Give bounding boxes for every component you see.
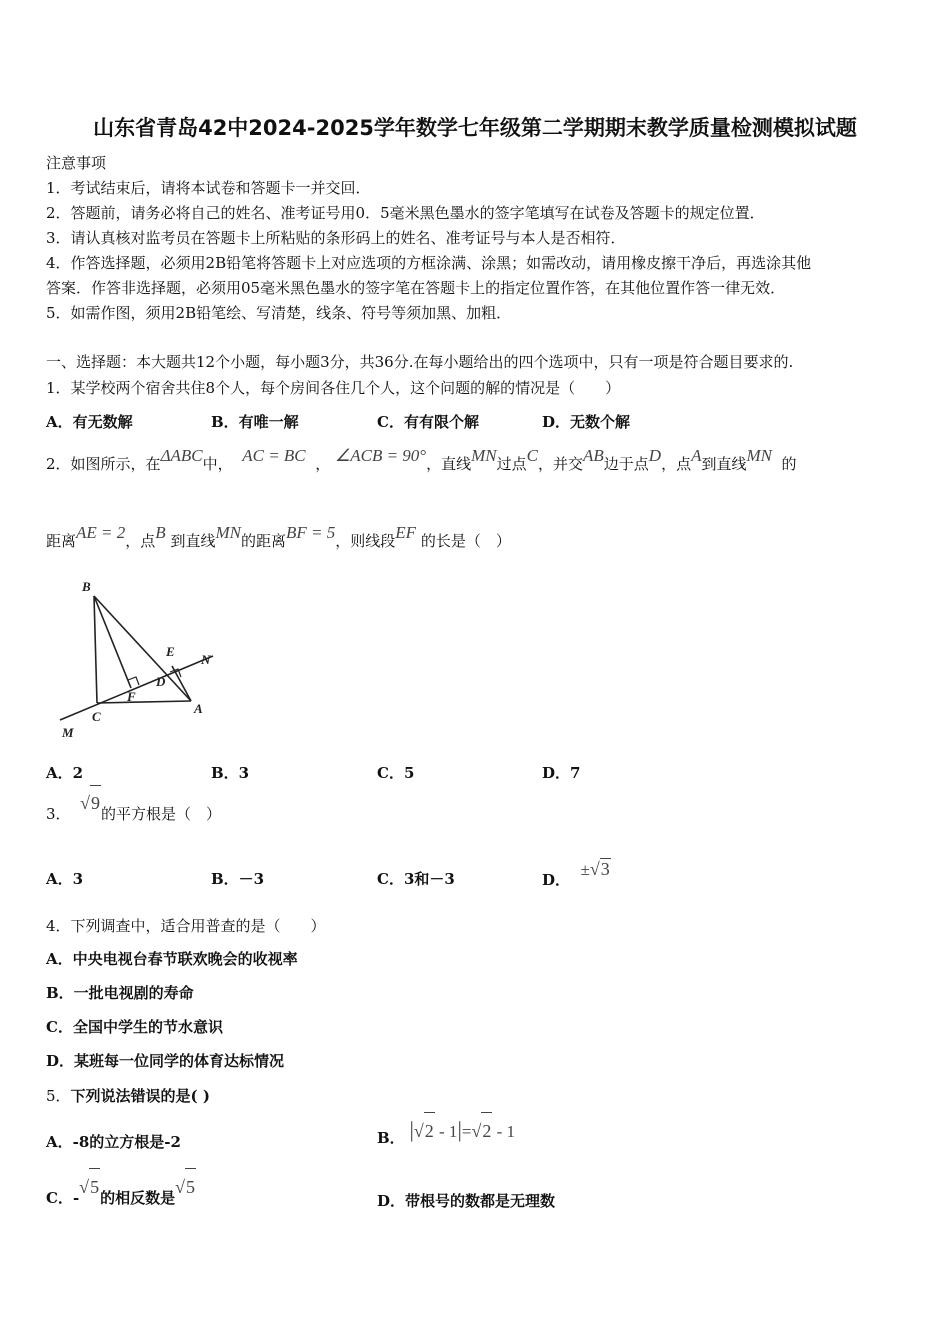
question-number: 5． — [46, 1087, 71, 1105]
question-3 — [46, 795, 221, 831]
label-b: B — [82, 579, 91, 594]
q1-option-a[interactable]: A．有无数解 — [46, 413, 133, 431]
q4-option-a[interactable]: A．中央电视台春节联欢晚会的收视率 — [46, 950, 298, 968]
segment-bf — [94, 596, 131, 688]
q2-text: ，点 — [125, 532, 156, 550]
q2-text: 的距离 — [240, 532, 286, 550]
label-d: D — [156, 674, 166, 689]
q2-math: ∠ACB = 90° — [334, 446, 427, 465]
q2-text: 到直线 — [170, 532, 216, 550]
notes-heading: 注意事项 — [46, 154, 107, 172]
question-number: 4． — [46, 917, 71, 935]
q2-math: MN — [215, 523, 241, 542]
q2-math: ΔABC — [160, 446, 203, 465]
notes-item: 4．作答选择题，必须用2B铅笔将答题卡上对应选项的方框涂满、涂黑；如需改动，请用橡皮擦干净后，再选涂其他 — [46, 254, 812, 272]
q3-option-b[interactable]: B．－3 — [211, 870, 265, 888]
q3-option-c[interactable]: C．3和－3 — [377, 870, 455, 888]
q4-option-b[interactable]: B．一批电视剧的寿命 — [46, 984, 194, 1002]
q2-math: B — [155, 523, 166, 542]
q2-math: AB — [583, 446, 604, 465]
question-5 — [46, 1085, 210, 1106]
q2-text: ，点 — [661, 455, 692, 473]
section-heading: 一、选择题：本大题共12个小题，每小题3分，共36分.在每小题给出的四个选项中，只有一项是符合题目要求的. — [46, 353, 794, 371]
line-mn — [60, 656, 213, 720]
q2-text: 过点 — [496, 455, 527, 473]
q2-math: D — [648, 446, 662, 465]
q2-text: 的长是（ ） — [420, 532, 511, 550]
q2-option-b[interactable]: B．3 — [211, 764, 250, 782]
q4-option-d[interactable]: D．某班每一位同学的体育达标情况 — [46, 1052, 285, 1070]
q5-option-c[interactable]: C．-√5的相反数是√5 — [46, 1178, 196, 1216]
q2-option-a[interactable]: A．2 — [46, 764, 84, 782]
label-f: F — [127, 689, 136, 704]
question-4 — [46, 915, 326, 936]
label-m: M — [62, 725, 74, 740]
q1-option-d[interactable]: D．无数个解 — [542, 413, 631, 431]
notes-item: 5．如需作图，须用2B铅笔绘、写清楚，线条、符号等须加黑、加粗． — [46, 304, 512, 322]
q2-text: 距离 — [46, 532, 77, 550]
question-stem: 某学校两个宿舍共住8个人，每个房间各住几个人，这个问题的解的情况是（ ） — [70, 379, 621, 397]
q2-math: C — [526, 446, 538, 465]
q2-math: EF — [395, 523, 417, 542]
q2-text: 中， — [202, 455, 233, 473]
sqrt-9: √9 — [80, 795, 101, 813]
notes-item: 2．答题前，请务必将自己的姓名、准考证号用0．5毫米黑色墨水的签字笔填写在试卷及答题卡的规定位置． — [46, 204, 765, 222]
notes-item: 答案．作答非选择题，必须用05毫米黑色墨水的签字笔在答题卡上的指定位置作答，在其他位置作答一律无效． — [46, 279, 786, 297]
question-2-line-2 — [46, 523, 511, 556]
label-e: E — [166, 644, 175, 659]
question-number: 1． — [46, 379, 71, 397]
question-stem: 下列调查中，适合用普查的是（ ） — [70, 917, 326, 935]
page-title: 山东省青岛42中2024-2025学年数学七年级第二学期期末教学质量检测模拟试题 — [93, 116, 857, 140]
q2-text: 如图所示，在 — [70, 455, 161, 473]
q2-option-d[interactable]: D．7 — [542, 764, 581, 782]
segment-ca — [97, 701, 191, 703]
question-stem: 的平方根是（ ） — [100, 805, 221, 823]
q2-text: 的 — [781, 455, 797, 473]
question-stem: 下列说法错误的是( ) — [70, 1087, 210, 1105]
q1-option-b[interactable]: B．有唯一解 — [211, 413, 299, 431]
q2-math: AE = 2 — [76, 523, 126, 542]
notes-item: 3．请认真核对监考员在答题卡上所粘贴的条形码上的姓名、准考证号与本人是否相符． — [46, 229, 626, 247]
label-n: N — [201, 652, 211, 667]
q5-option-a[interactable]: A．-8的立方根是-2 — [46, 1133, 181, 1151]
q4-option-c[interactable]: C．全国中学生的节水意识 — [46, 1018, 223, 1036]
segment-bc — [94, 596, 97, 703]
question-2-line-1 — [46, 446, 797, 479]
question-number: 3． — [46, 805, 71, 823]
q2-text: ，并交 — [537, 455, 583, 473]
q5-option-b[interactable]: B． |√2 - 1|=√2 - 1 — [377, 1118, 515, 1156]
q2-text: 到直线 — [701, 455, 747, 473]
q1-option-c[interactable]: C．有有限个解 — [377, 413, 479, 431]
q2-text: ， — [315, 455, 331, 473]
q2-math: BF = 5 — [285, 523, 336, 542]
q2-math: MN — [746, 446, 772, 465]
q2-math: AC = BC — [242, 446, 306, 465]
q2-text: ，直线 — [426, 455, 472, 473]
q3-option-a[interactable]: A．3 — [46, 870, 84, 888]
notes-item: 1．考试结束后，请将本试卷和答题卡一并交回． — [46, 179, 371, 197]
q2-text: ，则线段 — [335, 532, 396, 550]
q5-option-d[interactable]: D．带根号的数都是无理数 — [377, 1192, 556, 1210]
q3-option-d[interactable]: D． ±√3 — [542, 859, 610, 889]
q2-text: 边于点 — [603, 455, 649, 473]
question-1 — [46, 377, 620, 398]
label-c: C — [92, 709, 101, 724]
question-number: 2． — [46, 455, 71, 473]
q2-math: A — [691, 446, 702, 465]
q2-math: MN — [471, 446, 497, 465]
q2-geometry-figure — [50, 575, 230, 745]
q2-option-c[interactable]: C．5 — [377, 764, 415, 782]
label-a: A — [194, 701, 203, 716]
